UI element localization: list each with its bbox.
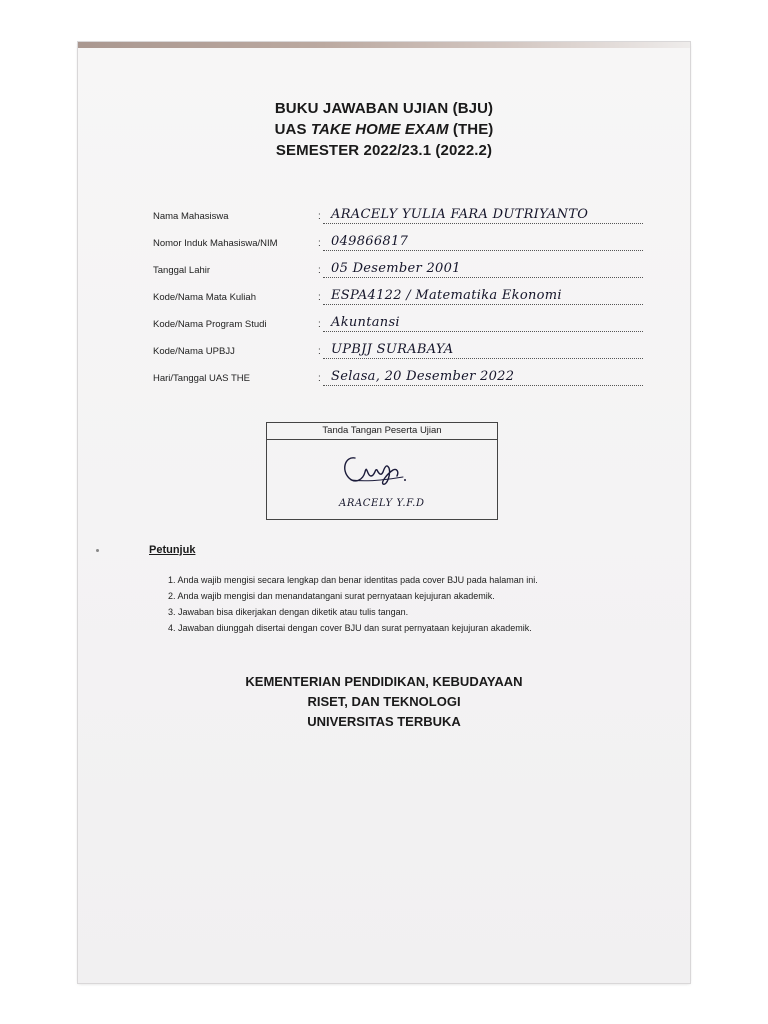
footer-line-2: RISET, DAN TEKNOLOGI [307, 694, 461, 709]
field-colon: : [318, 373, 321, 384]
signature-heading: Tanda Tangan Peserta Ujian [267, 423, 497, 440]
field-nim [153, 227, 613, 251]
field-colon: : [318, 211, 321, 222]
signature-box [266, 422, 498, 520]
field-hari-tanggal [153, 362, 613, 386]
title-line-1: BUKU JAWABAN UJIAN (BJU) [274, 100, 494, 117]
field-label: Kode/Nama UPBJJ [153, 346, 235, 357]
field-upbjj [153, 335, 613, 359]
instruction-item: 4. Jawaban diunggah disertai dengan cover BJU dan surat pernyataan kejujuran akademik. [168, 623, 532, 633]
field-program-studi [153, 308, 613, 332]
dotted-line [323, 277, 643, 278]
paper-speck [96, 549, 99, 552]
field-label: Kode/Nama Program Studi [153, 319, 267, 330]
field-colon: : [318, 265, 321, 276]
dotted-line [323, 331, 643, 332]
field-value: Selasa, 20 Desember 2022 [331, 369, 515, 384]
field-label: Nama Mahasiswa [153, 211, 229, 222]
field-colon: : [318, 238, 321, 249]
field-value: Akuntansi [331, 315, 400, 330]
dotted-line [323, 223, 643, 224]
paper-edge [78, 42, 690, 48]
institution-footer [78, 672, 690, 732]
field-label: Tanggal Lahir [153, 265, 211, 276]
field-value: ESPA4122 / Matematika Ekonomi [331, 288, 562, 303]
field-label: Nomor Induk Mahasiswa/NIM [153, 238, 278, 249]
footer-line-1: KEMENTERIAN PENDIDIKAN, KEBUDAYAAN [245, 674, 523, 689]
signature-name: ARACELY Y.F.D [339, 498, 425, 509]
field-colon: : [318, 319, 321, 330]
dotted-line [323, 250, 643, 251]
handwritten-signature-icon [337, 446, 417, 494]
field-label: Kode/Nama Mata Kuliah [153, 292, 256, 303]
field-colon: : [318, 292, 321, 303]
title-line-2 [78, 119, 690, 140]
instruction-item: 3. Jawaban bisa dikerjakan dengan diketik atau tulis tangan. [168, 607, 409, 617]
field-colon: : [318, 346, 321, 357]
signature-area [267, 440, 497, 520]
cover-title [78, 98, 690, 161]
dotted-line [323, 358, 643, 359]
field-mata-kuliah [153, 281, 613, 305]
title-line-2-suffix: (THE) [448, 121, 494, 138]
field-value: 049866817 [331, 234, 409, 249]
instruction-item: 1. Anda wajib mengisi secara lengkap dan benar identitas pada cover BJU pada halaman ini. [168, 575, 538, 585]
field-value: ARACELY YULIA FARA DUTRIYANTO [331, 207, 589, 222]
dotted-line [323, 304, 643, 305]
petunjuk-heading: Petunjuk [149, 544, 196, 556]
field-value: UPBJJ SURABAYA [331, 342, 454, 357]
field-label: Hari/Tanggal UAS THE [153, 373, 250, 384]
instruction-list [168, 572, 538, 636]
answer-booklet-cover [78, 42, 690, 983]
title-line-3: SEMESTER 2022/23.1 (2022.2) [275, 142, 493, 159]
title-line-2-italic: TAKE HOME EXAM [310, 121, 449, 138]
field-value: 05 Desember 2001 [331, 261, 461, 276]
footer-line-3: UNIVERSITAS TERBUKA [307, 714, 461, 729]
title-line-2-prefix: UAS [274, 121, 311, 138]
instruction-item: 2. Anda wajib mengisi dan menandatangani surat pernyataan kejujuran akademik. [168, 591, 495, 601]
field-nama-mahasiswa [153, 200, 613, 224]
field-tanggal-lahir [153, 254, 613, 278]
dotted-line [323, 385, 643, 386]
